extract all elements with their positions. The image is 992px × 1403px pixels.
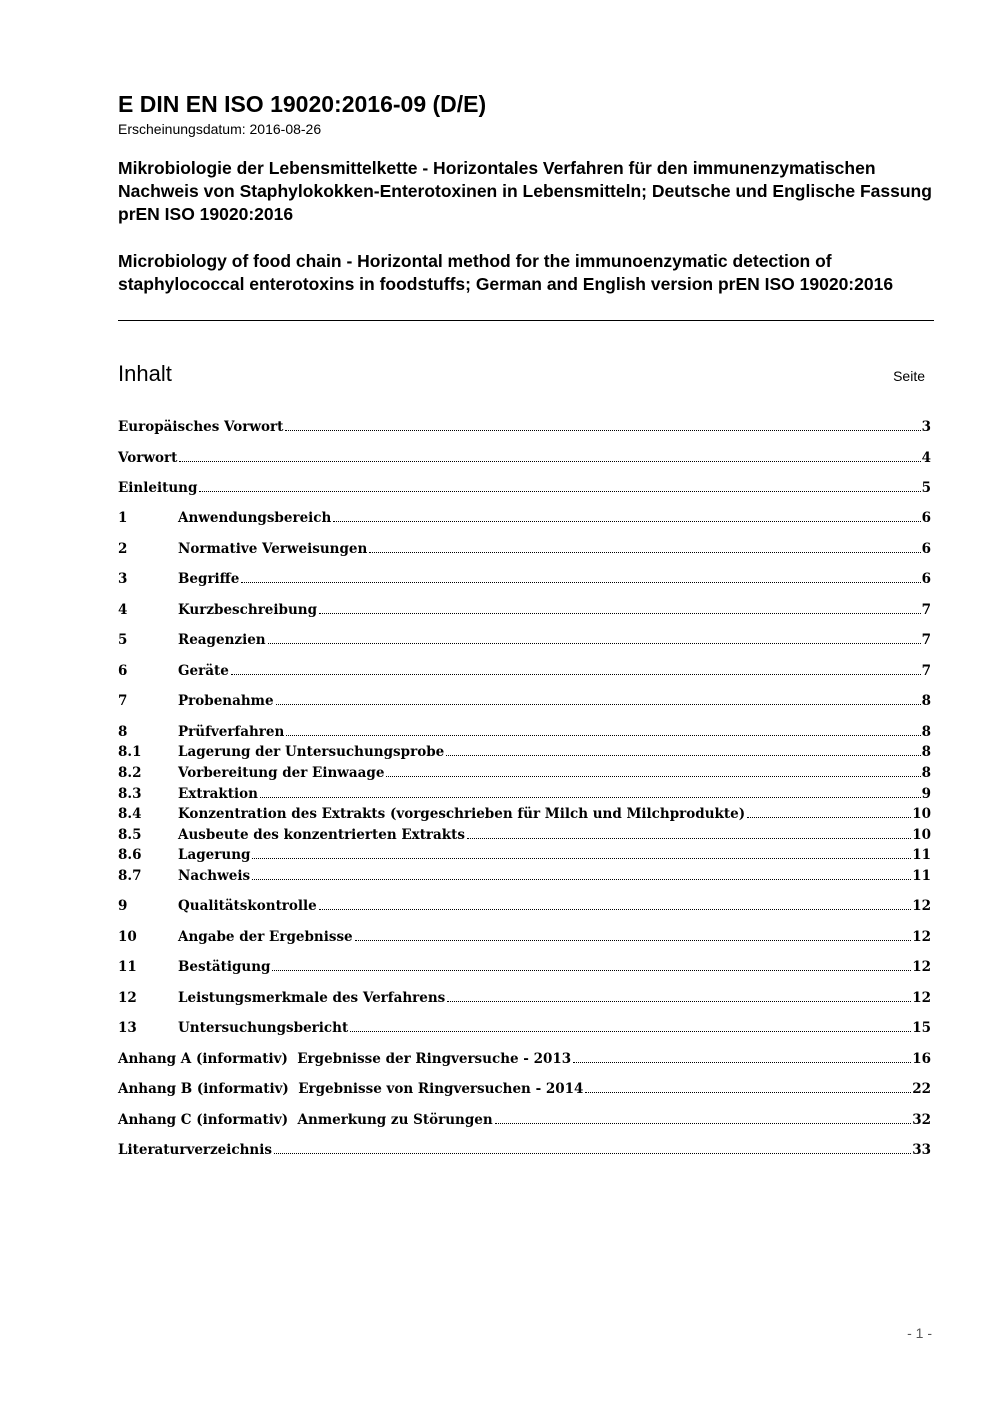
toc-entry[interactable] (118, 722, 931, 742)
toc-dot-leader (573, 1061, 911, 1063)
toc-entry-title: Anhang A (informativ) Ergebnisse der Ringversuche - 2013 (118, 1051, 572, 1067)
toc-entry-page: 12 (912, 990, 931, 1006)
toc-entry-title: Extraktion (178, 786, 258, 802)
toc-entry[interactable] (118, 784, 931, 804)
toc-dot-leader (276, 703, 921, 705)
toc-entry[interactable] (118, 417, 931, 437)
toc-entry[interactable] (118, 866, 931, 886)
toc-entry[interactable] (118, 1110, 931, 1130)
toc-entry[interactable] (118, 478, 931, 498)
toc-entry-page: 8 (921, 765, 931, 781)
toc-entry-number: 8.5 (118, 827, 142, 843)
toc-entry-page: 11 (912, 868, 931, 884)
toc-entry[interactable] (118, 825, 931, 845)
toc-entry[interactable] (118, 957, 931, 977)
toc-entry-number: 6 (118, 663, 128, 679)
toc-entry-title: Anhang B (informativ) Ergebnisse von Ringversuchen - 2014 (118, 1081, 584, 1097)
toc-entry[interactable] (118, 691, 931, 711)
table-of-contents (118, 0, 931, 1403)
toc-entry-page: 12 (912, 959, 931, 975)
toc-entry-title: Literaturverzeichnis (118, 1142, 272, 1158)
toc-entry-title: Nachweis (178, 868, 251, 884)
toc-entry[interactable] (118, 896, 931, 916)
toc-entry-title: Einleitung (118, 480, 198, 496)
toc-entry-title: Ausbeute des konzentrierten Extrakts (178, 827, 465, 843)
toc-dot-leader (252, 878, 911, 880)
toc-dot-leader (272, 969, 911, 971)
toc-entry-page: 6 (921, 571, 931, 587)
toc-entry-page: 3 (921, 419, 931, 435)
page-number: - 1 - (907, 1325, 932, 1341)
toc-entry-title: Reagenzien (178, 632, 266, 648)
toc-entry-number: 13 (118, 1020, 137, 1036)
toc-entry-number: 8.4 (118, 806, 142, 822)
toc-entry-number: 8.6 (118, 847, 142, 863)
toc-entry[interactable] (118, 448, 931, 468)
toc-entry-page: 7 (921, 663, 931, 679)
toc-entry-page: 8 (921, 693, 931, 709)
toc-dot-leader (274, 1152, 911, 1154)
toc-entry-title: Europäisches Vorwort (118, 419, 284, 435)
toc-entry-title: Prüfverfahren (178, 724, 285, 740)
toc-entry-number: 8.1 (118, 744, 142, 760)
toc-entry-page: 5 (921, 480, 931, 496)
toc-entry-title: Bestätigung (178, 959, 271, 975)
toc-dot-leader (355, 939, 912, 941)
toc-dot-leader (286, 734, 920, 736)
toc-dot-leader (179, 460, 920, 462)
toc-dot-leader (285, 429, 920, 431)
toc-entry[interactable] (118, 661, 931, 681)
toc-entry-page: 16 (912, 1051, 931, 1067)
document-id: E DIN EN ISO 19020:2016-09 (D/E) (118, 91, 487, 117)
toc-entry-title: Lagerung der Untersuchungsprobe (178, 744, 445, 760)
toc-entry[interactable] (118, 600, 931, 620)
toc-dot-leader (350, 1030, 911, 1032)
toc-entry-page: 33 (912, 1142, 931, 1158)
toc-entry-title: Kurzbeschreibung (178, 602, 318, 618)
toc-entry-page: 8 (921, 744, 931, 760)
toc-entry-page: 12 (912, 898, 931, 914)
toc-dot-leader (319, 908, 911, 910)
toc-entry[interactable] (118, 763, 931, 783)
toc-entry-page: 8 (921, 724, 931, 740)
toc-dot-leader (199, 490, 920, 492)
toc-entry-page: 32 (912, 1112, 931, 1128)
toc-entry-title: Anwendungsbereich (178, 510, 332, 526)
toc-entry-number: 8 (118, 724, 128, 740)
toc-entry-number: 10 (118, 929, 137, 945)
toc-entry-number: 11 (118, 959, 137, 975)
toc-entry-page: 4 (921, 450, 931, 466)
toc-entry[interactable] (118, 927, 931, 947)
toc-entry-number: 8.3 (118, 786, 142, 802)
toc-dot-leader (252, 857, 911, 859)
toc-entry-page: 6 (921, 541, 931, 557)
toc-entry-page: 7 (921, 632, 931, 648)
toc-entry[interactable] (118, 630, 931, 650)
toc-entry[interactable] (118, 742, 931, 762)
toc-entry-number: 2 (118, 541, 128, 557)
title-english: Microbiology of food chain - Horizontal method for the immunoenzymatic detection of staphylococcal enterotoxins in foodstuffs; German and English version prEN ISO 19020:2016 (118, 251, 894, 294)
toc-entry[interactable] (118, 539, 931, 559)
toc-entry[interactable] (118, 1049, 931, 1069)
toc-dot-leader (747, 816, 911, 818)
toc-dot-leader (446, 754, 920, 756)
toc-dot-leader (369, 551, 920, 553)
toc-dot-leader (585, 1091, 911, 1093)
toc-entry-page: 22 (912, 1081, 931, 1097)
toc-entry[interactable] (118, 508, 931, 528)
toc-entry-number: 5 (118, 632, 128, 648)
toc-entry-page: 11 (912, 847, 931, 863)
toc-dot-leader (319, 612, 921, 614)
toc-entry-page: 9 (921, 786, 931, 802)
toc-dot-leader (268, 642, 921, 644)
toc-entry[interactable] (118, 1140, 931, 1160)
toc-entry[interactable] (118, 1018, 931, 1038)
toc-entry-number: 3 (118, 571, 128, 587)
publication-date: Erscheinungsdatum: 2016-08-26 (118, 121, 322, 137)
toc-entry-number: 1 (118, 510, 128, 526)
toc-entry-page: 10 (912, 827, 931, 843)
toc-entry-page: 6 (921, 510, 931, 526)
toc-heading: Inhalt (118, 361, 172, 386)
toc-entry-title: Vorbereitung der Einwaage (178, 765, 385, 781)
toc-entry-title: Begriffe (178, 571, 240, 587)
toc-entry-page: 7 (921, 602, 931, 618)
toc-entry[interactable] (118, 804, 931, 824)
toc-entry[interactable] (118, 988, 931, 1008)
toc-dot-leader (467, 837, 911, 839)
toc-entry-number: 7 (118, 693, 128, 709)
toc-entry-title: Normative Verweisungen (178, 541, 368, 557)
toc-dot-leader (231, 673, 921, 675)
toc-entry-title: Angabe der Ergebnisse (178, 929, 353, 945)
toc-dot-leader (260, 796, 921, 798)
toc-entry-page: 10 (912, 806, 931, 822)
toc-dot-leader (333, 520, 920, 522)
toc-entry-title: Qualitätskontrolle (178, 898, 317, 914)
toc-entry-title: Vorwort (118, 450, 178, 466)
toc-entry[interactable] (118, 569, 931, 589)
toc-entry[interactable] (118, 845, 931, 865)
title-german: Mikrobiologie der Lebensmittelkette - Horizontales Verfahren für den immunenzymatischen Nachweis von Staphylokokken-Enterotoxinen in Lebensmitteln; Deutsche und Englische Fassung prEN ISO 19020:2016 (118, 158, 932, 224)
toc-entry[interactable] (118, 1079, 931, 1099)
toc-entry-number: 9 (118, 898, 128, 914)
toc-entry-title: Probenahme (178, 693, 274, 709)
toc-entry-title: Lagerung (178, 847, 251, 863)
toc-entry-number: 8.2 (118, 765, 142, 781)
toc-entry-number: 8.7 (118, 868, 142, 884)
toc-dot-leader (495, 1122, 912, 1124)
toc-entry-title: Konzentration des Extrakts (vorgeschrieben für Milch und Milchprodukte) (178, 806, 746, 822)
toc-page-column-label: Seite (893, 368, 925, 384)
toc-entry-title: Leistungsmerkmale des Verfahrens (178, 990, 446, 1006)
toc-entry-number: 12 (118, 990, 137, 1006)
toc-entry-number: 4 (118, 602, 128, 618)
toc-entry-page: 15 (912, 1020, 931, 1036)
toc-dot-leader (241, 581, 920, 583)
toc-entry-title: Anhang C (informativ) Anmerkung zu Störungen (118, 1112, 493, 1128)
toc-dot-leader (386, 775, 920, 777)
toc-entry-page: 12 (912, 929, 931, 945)
toc-dot-leader (447, 1000, 911, 1002)
toc-entry-title: Untersuchungsbericht (178, 1020, 349, 1036)
toc-entry-title: Geräte (178, 663, 229, 679)
